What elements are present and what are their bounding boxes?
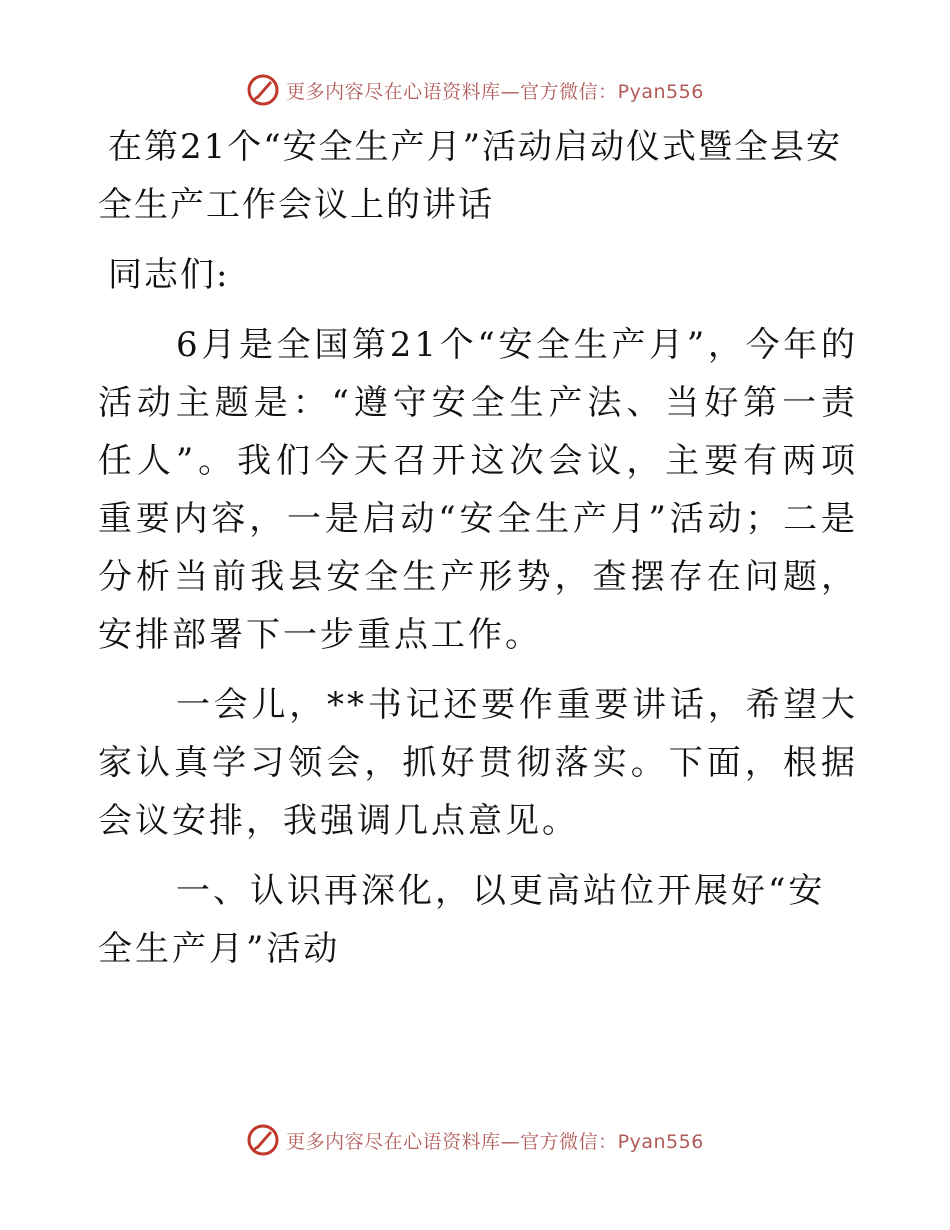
header-banner-text: 更多内容尽在心语资料库—官方微信：Pyan556 (286, 80, 704, 103)
document-body (98, 118, 858, 978)
footer-banner-text: 更多内容尽在心语资料库—官方微信：Pyan556 (286, 1130, 704, 1153)
paragraph-remarks: 一会儿，**书记还要作重要讲话，希望大家认真学习领会，抓好贯彻落实。下面，根据会议安排，我强调几点意见。 (98, 685, 858, 841)
document-title: 在第21个“安全生产月”活动启动仪式暨全县安全生产工作会议上的讲话 (98, 127, 843, 225)
footer-banner (0, 1120, 950, 1160)
salutation: 同志们: (108, 255, 230, 295)
red-circular-quill-logo-icon (246, 73, 280, 107)
header-banner (0, 70, 950, 110)
paragraph-intro: 6月是全国第21个“安全生产月”，今年的活动主题是：“遵守安全生产法、当好第一责任人”。我们今天召开这次会议，主要有两项重要内容，一是启动“安全生产月”活动；二是分析当前我县安全生产形势，查摆存在问题，安排部署下一步重点工作。 (98, 325, 858, 655)
red-circular-quill-logo-icon (246, 1123, 280, 1157)
section-heading-1: 一、认识再深化，以更高站位开展好“安全生产月”活动 (98, 871, 826, 969)
